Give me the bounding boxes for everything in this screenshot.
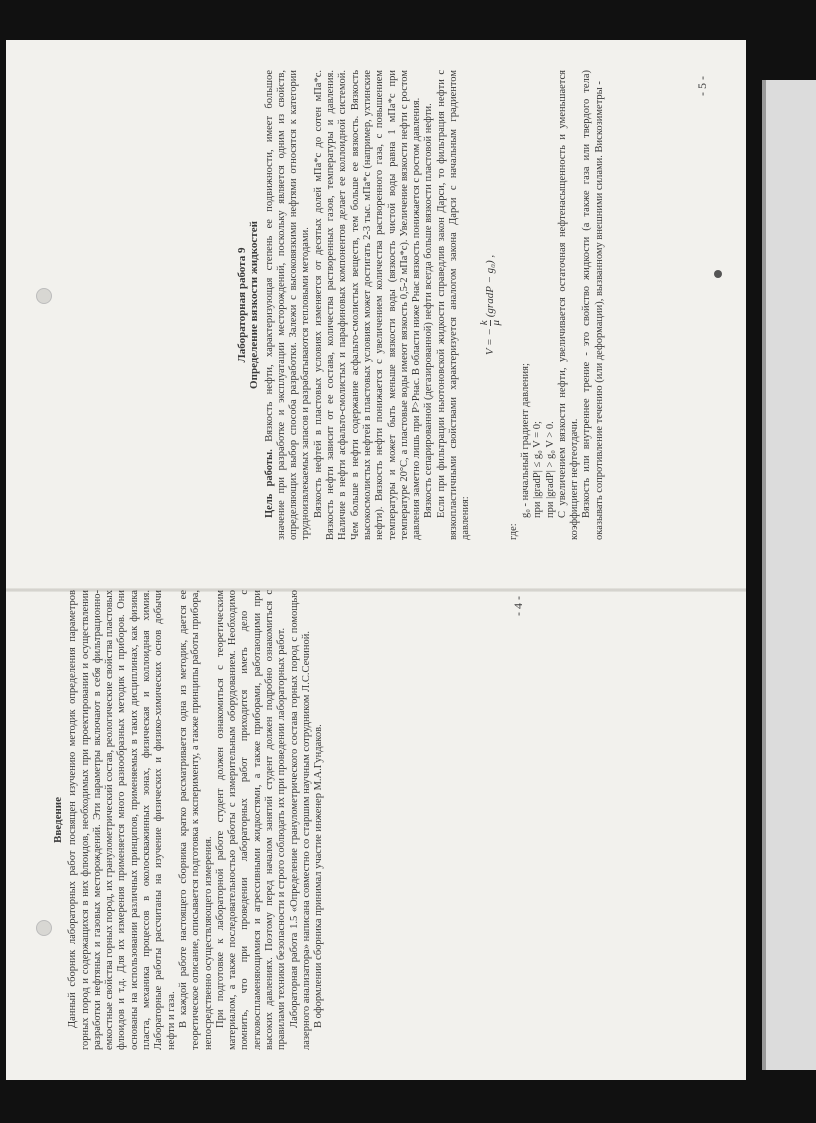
formula-denominator: μ [489,319,502,326]
scanned-sheet [6,40,746,1080]
where-line: g₀ - начальный градиент давления; [519,363,531,518]
adjacent-sheet-edge [762,80,816,1070]
left-paragraph: При подготовке к лабораторной работе студент должен ознакомиться с теоретическим материалом, а также последовательностью работы с измерительным оборудованием. Необходимо помнить, что при проведении лабораторных работ приходится иметь дело с легковоспламеняющимися и агрессивными жидкостями, а также приборами, работающими при высоких давлениях. Поэтому перед началом занятий студент должен подробно ознакомиться с правилами техники безопасности и строго соблюдать их при проведении лабораторных работ. [214,590,288,1050]
formula-fraction [479,320,502,326]
right-paragraph: Вязкость нефтей в пластовых условиях изменяется от десятых долей мПа*с до сотен мПа*с. Вязкость нефти зависит от ее состава, количества растворенных газов, температуры и давления. Наличие в нефти асфальто-смолистых и парафиновых компонентов делает ее коллоидной системой. Чем больше в нефти содержание асфальто-смолистых веществ, тем больше ее вязкость. Вязкость высокосмолистых нефтей в пластовых условиях может достигать 2-3 тыс. мПа*с (например, ухтинские нефти). Вязкость нефти понижается с увеличением количества растворенного газа, с повышением температуры и может быть меньше вязкости воды (вязкость чистой воды равна 1 мПа*с при температуре 20°С, а пластовые воды имеют вязкость 0,5-2 мПа*с). Увеличение вязкости нефти с ростом давления заметно лишь при P>Pнас. В области ниже Pнас вязкость понижается с ростом давления. [312,70,423,540]
left-paragraph: В каждой работе настоящего сборника кратко рассматривается одна из методик, дается ее теоретическое описание, описывается подготовка к эксперименту, а также принципы работы прибора, непосредственно осуществляющего измерения. [177,590,214,1050]
left-paragraph: В оформлении сборника принимал участие инженер М.А.Гундаков. [313,724,325,1028]
right-page [236,70,709,540]
left-paragraph: Данный сборник лабораторных работ посвящен изучению методик определения параметров горных пород и содержащихся в них флюидов, необходимых при проектировании и осуществлении разработки нефтяных и газовых месторождений. Эти параметры включают в себя фильтрационно-емкостные свойства горных пород, их гранулометрический состав, реологические свойства пластовых флюидов и т.д. Для их измерения применяется много разнообразных методик и приборов. Они основаны на использовании различных принципов, применяемых в таких дисциплинах, как физика пласта, механика процессов в околоскважинных зонах, физическая и коллоидная химия. Лабораторные работы рассчитаны на изучение физических и физико-химических основ добычи нефти и газа. [67,590,177,1050]
where-line: при |gradP| ≤ g₀ V = 0; [532,421,544,518]
right-paragraph: С увеличением вязкости нефти, увеличивается остаточная нефтенасыщенность и уменьшается коэффициент нефтеотдачи. [556,70,581,540]
formula-rhs: (gradP − g₀) , [483,254,496,318]
left-page-number: - 4 - [510,596,525,616]
formula-lhs: V = − [483,328,496,356]
right-page-number: - 5 - [694,76,709,96]
where-line: при |gradP| > g₀ V > 0. [544,421,556,518]
scan-smudge [714,270,722,278]
formula-numerator: k [477,320,490,326]
darcy-formula [479,70,502,540]
goal-text: Вязкость нефти, характеризующая степень ее подвижности, имеет большое значение при разработке и эксплуатации месторождений, поскольку является одним из свойств, определяющих выбор способа разработки. Залежи с высоковязкими нефтями относятся к категории трудноизвлекаемых запасов и разрабатываются тепловыми методами. [263,70,312,540]
right-page-title: Лабораторная работа 9 [236,247,248,363]
right-paragraph: Если при фильтрации ньютоновской жидкости справедлив закон Дарси, то фильтрация нефти с вязкопластичными свойствами характеризуется аналогом закона Дарси с начальным градиентом давления: [435,70,472,540]
left-page [52,590,525,1050]
right-page-subtitle: Определение вязкости жидкостей [248,221,261,389]
punch-hole [36,920,52,936]
right-paragraph: Вязкость сепарированной (дегазированной) нефти всегда больше вязкости пластовой нефти. [423,103,435,518]
punch-hole [36,288,52,304]
goal-label: Цель работы. [263,449,275,518]
left-paragraph: Лабораторная работа 1.5 «Определение гранулометрического состава горных пород с помощью лазерного анализатора» написана совместно со старшим научным сотрудником Л.С.Сечиной. [288,590,312,1050]
left-page-title: Введение [52,796,64,844]
right-paragraph: Вязкость или внутреннее трение - это свойство жидкости (а также газа или твердого тела) оказывать сопротивление течению (или деформации), вызванному внешними силами. Вискозиметры - [581,70,605,540]
goal-paragraph [264,70,313,540]
where-label: где: [507,523,519,540]
